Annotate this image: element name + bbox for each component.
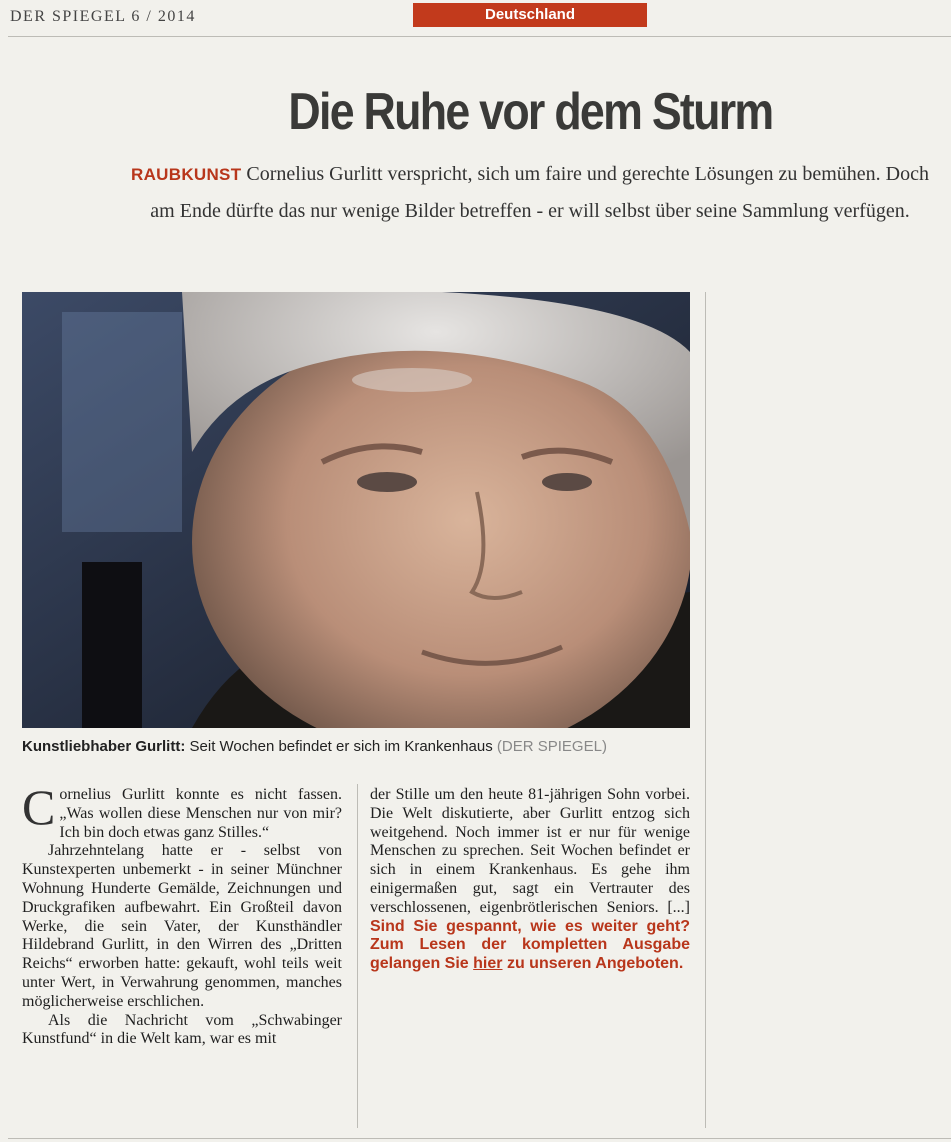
paragraph-text: der Stille um den heute 81-jährigen Sohn vorbei. Die Welt diskutierte, aber Gurlitt entzog sich weitgehend. Noch immer ist er nur für wenige Menschen zu sprechen. Seit Wochen befindet er sich in einem Krankenhaus. Es gehe ihm einigermaßen gut, sagt ein Vertrauter des verschlossenen, eigenbrötlerischen Seniors. [...] bbox=[370, 786, 690, 916]
promo-text-after: zu unseren Angeboten. bbox=[506, 955, 684, 973]
portrait-image bbox=[22, 292, 690, 728]
deck bbox=[130, 156, 930, 229]
body-paragraph bbox=[370, 786, 690, 974]
bottom-rule bbox=[8, 1138, 951, 1139]
right-column-rule bbox=[705, 292, 706, 1128]
body-column-1 bbox=[22, 779, 342, 1049]
caption-credit: (DER SPIEGEL) bbox=[496, 738, 607, 755]
promo-text bbox=[370, 918, 690, 973]
masthead bbox=[0, 0, 951, 36]
column-divider bbox=[357, 784, 358, 1128]
headline: Die Ruhe vor dem Sturm bbox=[288, 83, 773, 141]
issue-label: DER SPIEGEL 6 / 2014 bbox=[10, 8, 196, 25]
caption-text: Seit Wochen befindet er sich im Krankenhaus bbox=[189, 738, 493, 755]
body-paragraph bbox=[22, 779, 342, 842]
masthead-rule bbox=[8, 36, 951, 37]
paragraph-text: ornelius Gurlitt konnte es nicht fassen. „Was wollen diese Menschen nur von mir? Ich bin doch etwas ganz Stilles.“ bbox=[59, 786, 342, 841]
photo-caption bbox=[22, 738, 722, 755]
deck-text: Cornelius Gurlitt verspricht, sich um faire und gerechte Lösungen zu bemühen. Doch am Ende dürfte das nur wenige Bilder betreffen - er will selbst über seine Sammlung verfügen. bbox=[150, 163, 929, 222]
promo-text-before: Sind Sie gespannt, wie es weiter geht? Zum Lesen der kompletten Ausgabe gelangen Sie bbox=[370, 917, 690, 973]
kicker: RAUBKUNST bbox=[131, 165, 242, 184]
body-paragraph: Jahrzehntelang hatte er - selbst von Kunstexperten unbemerkt - in seiner Münchner Wohnung Hunderte Gemälde, Zeichnungen und Druckgrafiken aufbewahrt. Ein Großteil davon Werke, die sein Vater, der Kunsthändler Hildebrand Gurlitt, in den Wirren des „Dritten Reichs“ erworben hatte: gekauft, wohl teils weit unter Wert, in Verwahrung genommen, manches möglicherweise erschlichen. bbox=[22, 842, 342, 1010]
caption-lead: Kunstliebhaber Gurlitt: bbox=[22, 738, 186, 755]
body-column-2 bbox=[370, 786, 690, 974]
dropcap: C bbox=[22, 779, 56, 835]
promo-link[interactable]: hier bbox=[473, 955, 503, 973]
section-badge[interactable]: Deutschland bbox=[413, 3, 647, 27]
body-paragraph: Als die Nachricht vom „Schwabinger Kunstfund“ in die Welt kam, war es mit bbox=[22, 1011, 342, 1048]
article-photo bbox=[22, 292, 690, 728]
